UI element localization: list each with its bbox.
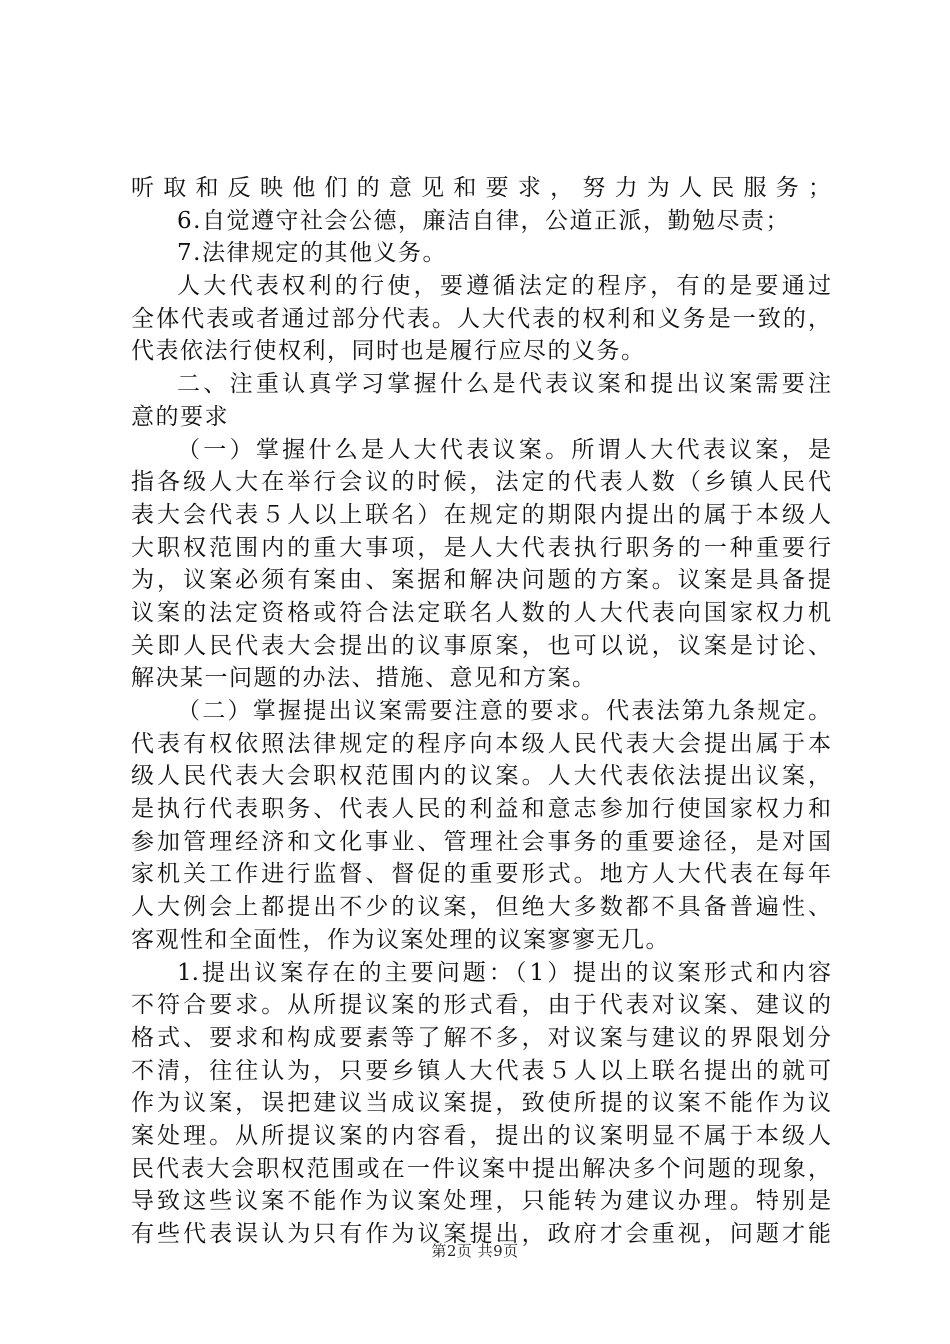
document-body — [131, 172, 831, 1251]
text-line: 是执行代表职务、代表人民的利益和意志参加行使国家权力和 — [131, 796, 831, 823]
text-line: （一）掌握什么是人大代表议案。所谓人大代表议案，是 — [177, 436, 831, 463]
text-line: 案处理。从所提议案的内容看，提出的议案明显不属于本级人 — [131, 1122, 831, 1149]
text-line: 导致这些议案不能作为议案处理，只能转为建议办理。特别是 — [131, 1188, 831, 1215]
text-line: 代表有权依照法律规定的程序向本级人民代表大会提出属于本 — [131, 730, 831, 757]
text-line: 级人民代表大会职权范围内的议案。人大代表依法提出议案， — [131, 763, 831, 790]
text-line: 格式、要求和构成要素等了解不多，对议案与建议的界限划分 — [131, 1024, 831, 1051]
text-line: 客观性和全面性，作为议案处理的议案寥寥无几。 — [131, 926, 670, 953]
text-line: 关即人民代表大会提出的议事原案，也可以说，议案是讨论、 — [131, 632, 831, 659]
text-line: 7.法律规定的其他义务。 — [177, 240, 447, 267]
text-line: 不清，往往认为，只要乡镇人大代表５人以上联名提出的就可 — [131, 1057, 831, 1084]
text-line: 参加管理经济和文化事业、管理社会事务的重要途径，是对国 — [131, 828, 831, 855]
text-line: 表大会代表５人以上联名）在规定的期限内提出的属于本级人 — [131, 501, 831, 528]
text-line: 听取和反映他们的意见和要求，努力为人民服务； — [131, 175, 831, 201]
text-line: 6.自觉遵守社会公德，廉洁自律，公道正派，勤勉尽责； — [177, 207, 790, 234]
text-line: 家机关工作进行监督、督促的重要形式。地方人大代表在每年 — [131, 861, 831, 888]
text-line: 为，议案必须有案由、案据和解决问题的方案。议案是具备提 — [131, 567, 831, 594]
section-heading: 二、注重认真学习掌握什么是代表议案和提出议案需要注 — [177, 371, 831, 398]
text-line: 有些代表误认为只有作为议案提出，政府才会重视，问题才能 — [131, 1221, 831, 1247]
text-line: 人大例会上都提出不少的议案，但绝大多数都不具备普遍性、 — [131, 894, 831, 921]
section-heading: 意的要求 — [131, 403, 229, 430]
text-line: （二）掌握提出议案需要注意的要求。代表法第九条规定。 — [177, 698, 831, 724]
text-line: 解决某一问题的办法、措施、意见和方案。 — [131, 665, 597, 692]
page-number-footer: 第2页 共9页 — [431, 1242, 519, 1260]
text-line: 全体代表或者通过部分代表。人大代表的权利和义务是一致的， — [131, 305, 831, 332]
text-line: 代表依法行使权利，同时也是履行应尽的义务。 — [131, 338, 646, 365]
text-line: 作为议案，误把建议当成议案提，致使所提的议案不能作为议 — [131, 1090, 831, 1117]
text-line: 1.提出议案存在的主要问题：（1）提出的议案形式和内容 — [177, 959, 831, 986]
text-line: 不符合要求。从所提议案的形式看，由于代表对议案、建议的 — [131, 992, 831, 1019]
text-line: 人大代表权利的行使，要遵循法定的程序，有的是要通过 — [177, 273, 831, 300]
text-line: 议案的法定资格或符合法定联名人数的人大代表向国家权力机 — [131, 599, 831, 626]
text-line: 民代表大会职权范围或在一件议案中提出解决多个问题的现象， — [131, 1155, 831, 1182]
text-line: 指各级人大在举行会议的时候，法定的代表人数（乡镇人民代 — [131, 469, 831, 496]
text-line: 大职权范围内的重大事项，是人大代表执行职务的一种重要行 — [131, 534, 831, 561]
